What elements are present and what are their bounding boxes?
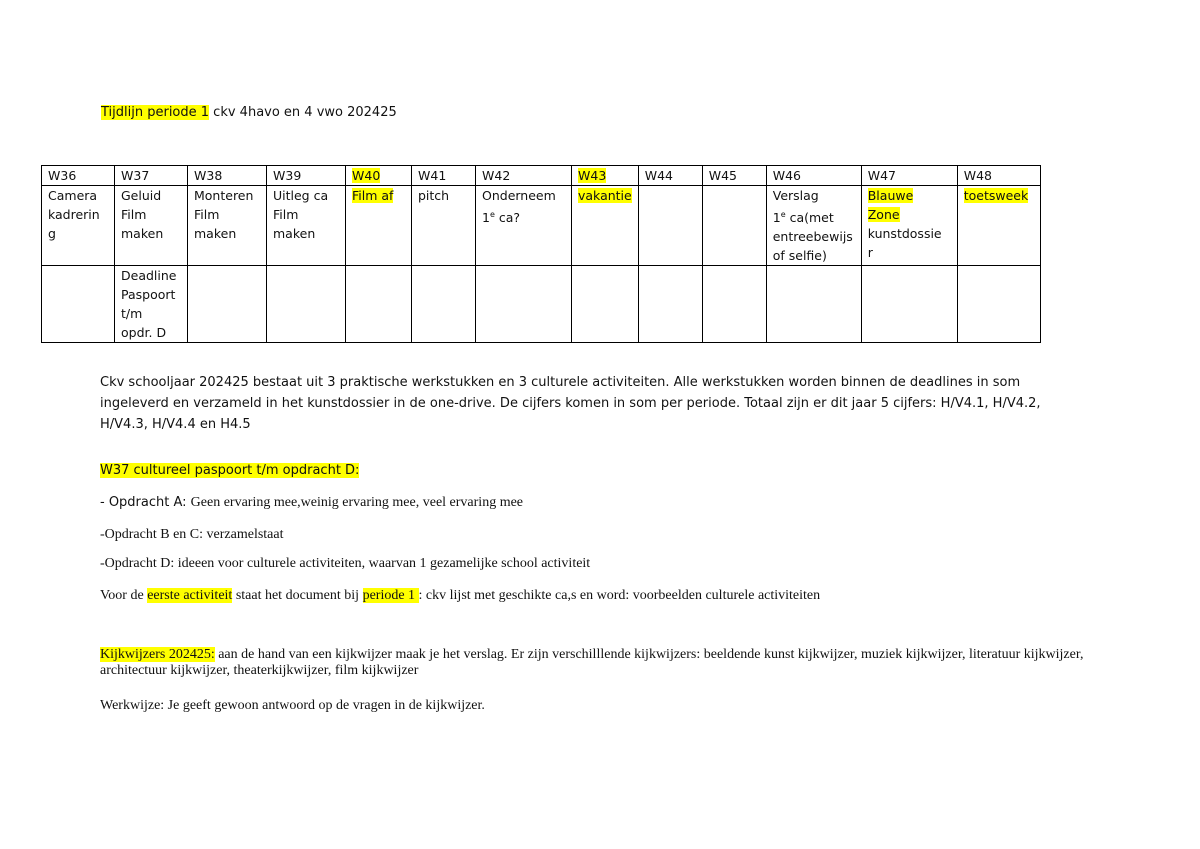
week-header-w44 (638, 166, 702, 186)
activity-cell-w36 (42, 186, 115, 266)
cell-text: Film (121, 207, 147, 222)
week-header-w37 (115, 166, 188, 186)
cell-text: 1e ca? (482, 210, 521, 226)
w37-heading: W37 cultureel paspoort t/m opdracht D: (100, 463, 360, 478)
deadline-cell-w44 (638, 266, 702, 343)
activity-cell-w48 (957, 186, 1040, 266)
deadline-row (42, 266, 1041, 343)
week-label: W38 (194, 168, 223, 183)
week-label: W39 (273, 168, 302, 183)
week-label: W46 (772, 168, 801, 183)
cell-text: Film (194, 207, 220, 222)
eerste-activiteit-line: Voor de eerste activiteit staat het document bij periode 1 : ckv lijst met geschikte ca,s en word: voorbeelden culturele activiteiten (100, 588, 821, 603)
cell-text: Verslag (772, 188, 819, 203)
document-title (101, 105, 397, 120)
intro-paragraph: Ckv schooljaar 202425 bestaat uit 3 praktische werkstukken en 3 culturele activiteiten. Alle werkstukken worden binnen de deadlines in som ingeleverd en verzameld in het kunstdossier in de one-drive. De cijfers komen in som per periode. Totaal zijn er dit jaar 5 cijfers: H/V4.1, H/V4.2, H/V4.3, H/V4.4 en H4.5 (100, 375, 1041, 432)
week-label: W44 (644, 168, 673, 183)
week-label: W48 (963, 168, 992, 183)
activity-cell-w47 (861, 186, 957, 266)
activity-cell-w42 (476, 186, 572, 266)
cell-text: Camera (48, 188, 98, 203)
opdracht-bc-line: -Opdracht B en C: verzamelstaat (100, 527, 284, 542)
activity-cell-w38 (188, 186, 267, 266)
cell-text: Deadline (121, 268, 177, 284)
week-header-w41 (412, 166, 476, 186)
timeline-table (41, 165, 1041, 343)
cell-text: Film (273, 207, 299, 222)
week-header-row (42, 166, 1041, 186)
activity-cell-w43 (572, 186, 639, 266)
week-header-w45 (702, 166, 766, 186)
werkwijze-line: Werkwijze: Je geeft gewoon antwoord op de vragen in de kijkwijzer. (100, 698, 485, 713)
week-header-w42 (476, 166, 572, 186)
cell-text: 1e ca(met (772, 210, 834, 226)
week-header-w43 (572, 166, 639, 186)
week-label: W37 (121, 168, 150, 183)
deadline-cell-w43 (572, 266, 639, 343)
deadline-cell-w45 (702, 266, 766, 343)
cell-text: maken (194, 226, 237, 241)
week-header-w40 (346, 166, 412, 186)
week-label: W40 (352, 168, 381, 183)
activity-cell-w44 (638, 186, 702, 266)
activity-row (42, 186, 1041, 266)
week-label: W43 (578, 168, 607, 183)
deadline-cell-w40 (346, 266, 412, 343)
deadline-cell-w46 (766, 266, 861, 343)
week-label: W47 (867, 168, 896, 183)
cell-text: toetsweek (963, 188, 1029, 203)
deadline-cell-w37 (115, 266, 188, 343)
cell-text: pitch (418, 188, 450, 203)
cell-text: Monteren (194, 188, 254, 203)
cell-text: Film af (352, 188, 394, 203)
cell-text: Zone (867, 207, 900, 222)
deadline-cell-w42 (476, 266, 572, 343)
opdracht-a-line: - Opdracht A: Geen ervaring mee,weinig ervaring mee, veel ervaring mee (100, 495, 524, 510)
activity-cell-w46 (766, 186, 861, 266)
cell-text: opdr. D (121, 325, 167, 341)
cell-text: of selfie) (772, 248, 827, 264)
cell-text: Uitleg ca (273, 188, 329, 203)
title-highlight: Tijdlijn periode 1 (101, 105, 210, 120)
kijkwijzers-paragraph: Kijkwijzers 202425: aan de hand van een kijkwijzer maak je het verslag. Er zijn verschilllende kijkwijzers: beeldende kunst kijkwijzer, muziek kijkwijzer, literatuur kijkwijzer, architectuur kijkwijzer, theaterkijkwijzer, film kijkwijzer (100, 647, 1084, 678)
cell-text: maken (121, 226, 164, 241)
week-header-w47 (861, 166, 957, 186)
deadline-cell-w41 (412, 266, 476, 343)
week-header-w38 (188, 166, 267, 186)
deadline-cell-w36 (42, 266, 115, 343)
activity-cell-w41 (412, 186, 476, 266)
cell-text: Onderneem (482, 188, 556, 203)
week-label: W42 (482, 168, 511, 183)
deadline-cell-w38 (188, 266, 267, 343)
cell-text: g (48, 226, 56, 241)
cell-text: r (867, 245, 873, 260)
week-label: W45 (708, 168, 737, 183)
deadline-cell-w39 (267, 266, 346, 343)
cell-text: Geluid (121, 188, 162, 203)
week-header-w48 (957, 166, 1040, 186)
activity-cell-w40 (346, 186, 412, 266)
cell-text: vakantie (578, 188, 632, 203)
activity-cell-w39 (267, 186, 346, 266)
cell-text: kunstdossie (867, 226, 942, 241)
cell-text: Paspoort (121, 287, 176, 303)
cell-text: t/m (121, 306, 143, 322)
title-rest: ckv 4havo en 4 vwo 202425 (209, 105, 397, 120)
activity-cell-w37 (115, 186, 188, 266)
cell-text: entreebewijs (772, 229, 853, 245)
opdracht-d-line: -Opdracht D: ideeen voor culturele activiteiten, waarvan 1 gezamelijke school activiteit (100, 556, 591, 571)
deadline-cell-w47 (861, 266, 957, 343)
cell-text: kadrerin (48, 207, 100, 222)
week-label: W36 (48, 168, 77, 183)
activity-cell-w45 (702, 186, 766, 266)
week-label: W41 (418, 168, 447, 183)
week-header-w39 (267, 166, 346, 186)
deadline-cell-w48 (957, 266, 1040, 343)
cell-text: maken (273, 226, 316, 241)
cell-text: Blauwe (867, 188, 914, 203)
week-header-w36 (42, 166, 115, 186)
week-header-w46 (766, 166, 861, 186)
